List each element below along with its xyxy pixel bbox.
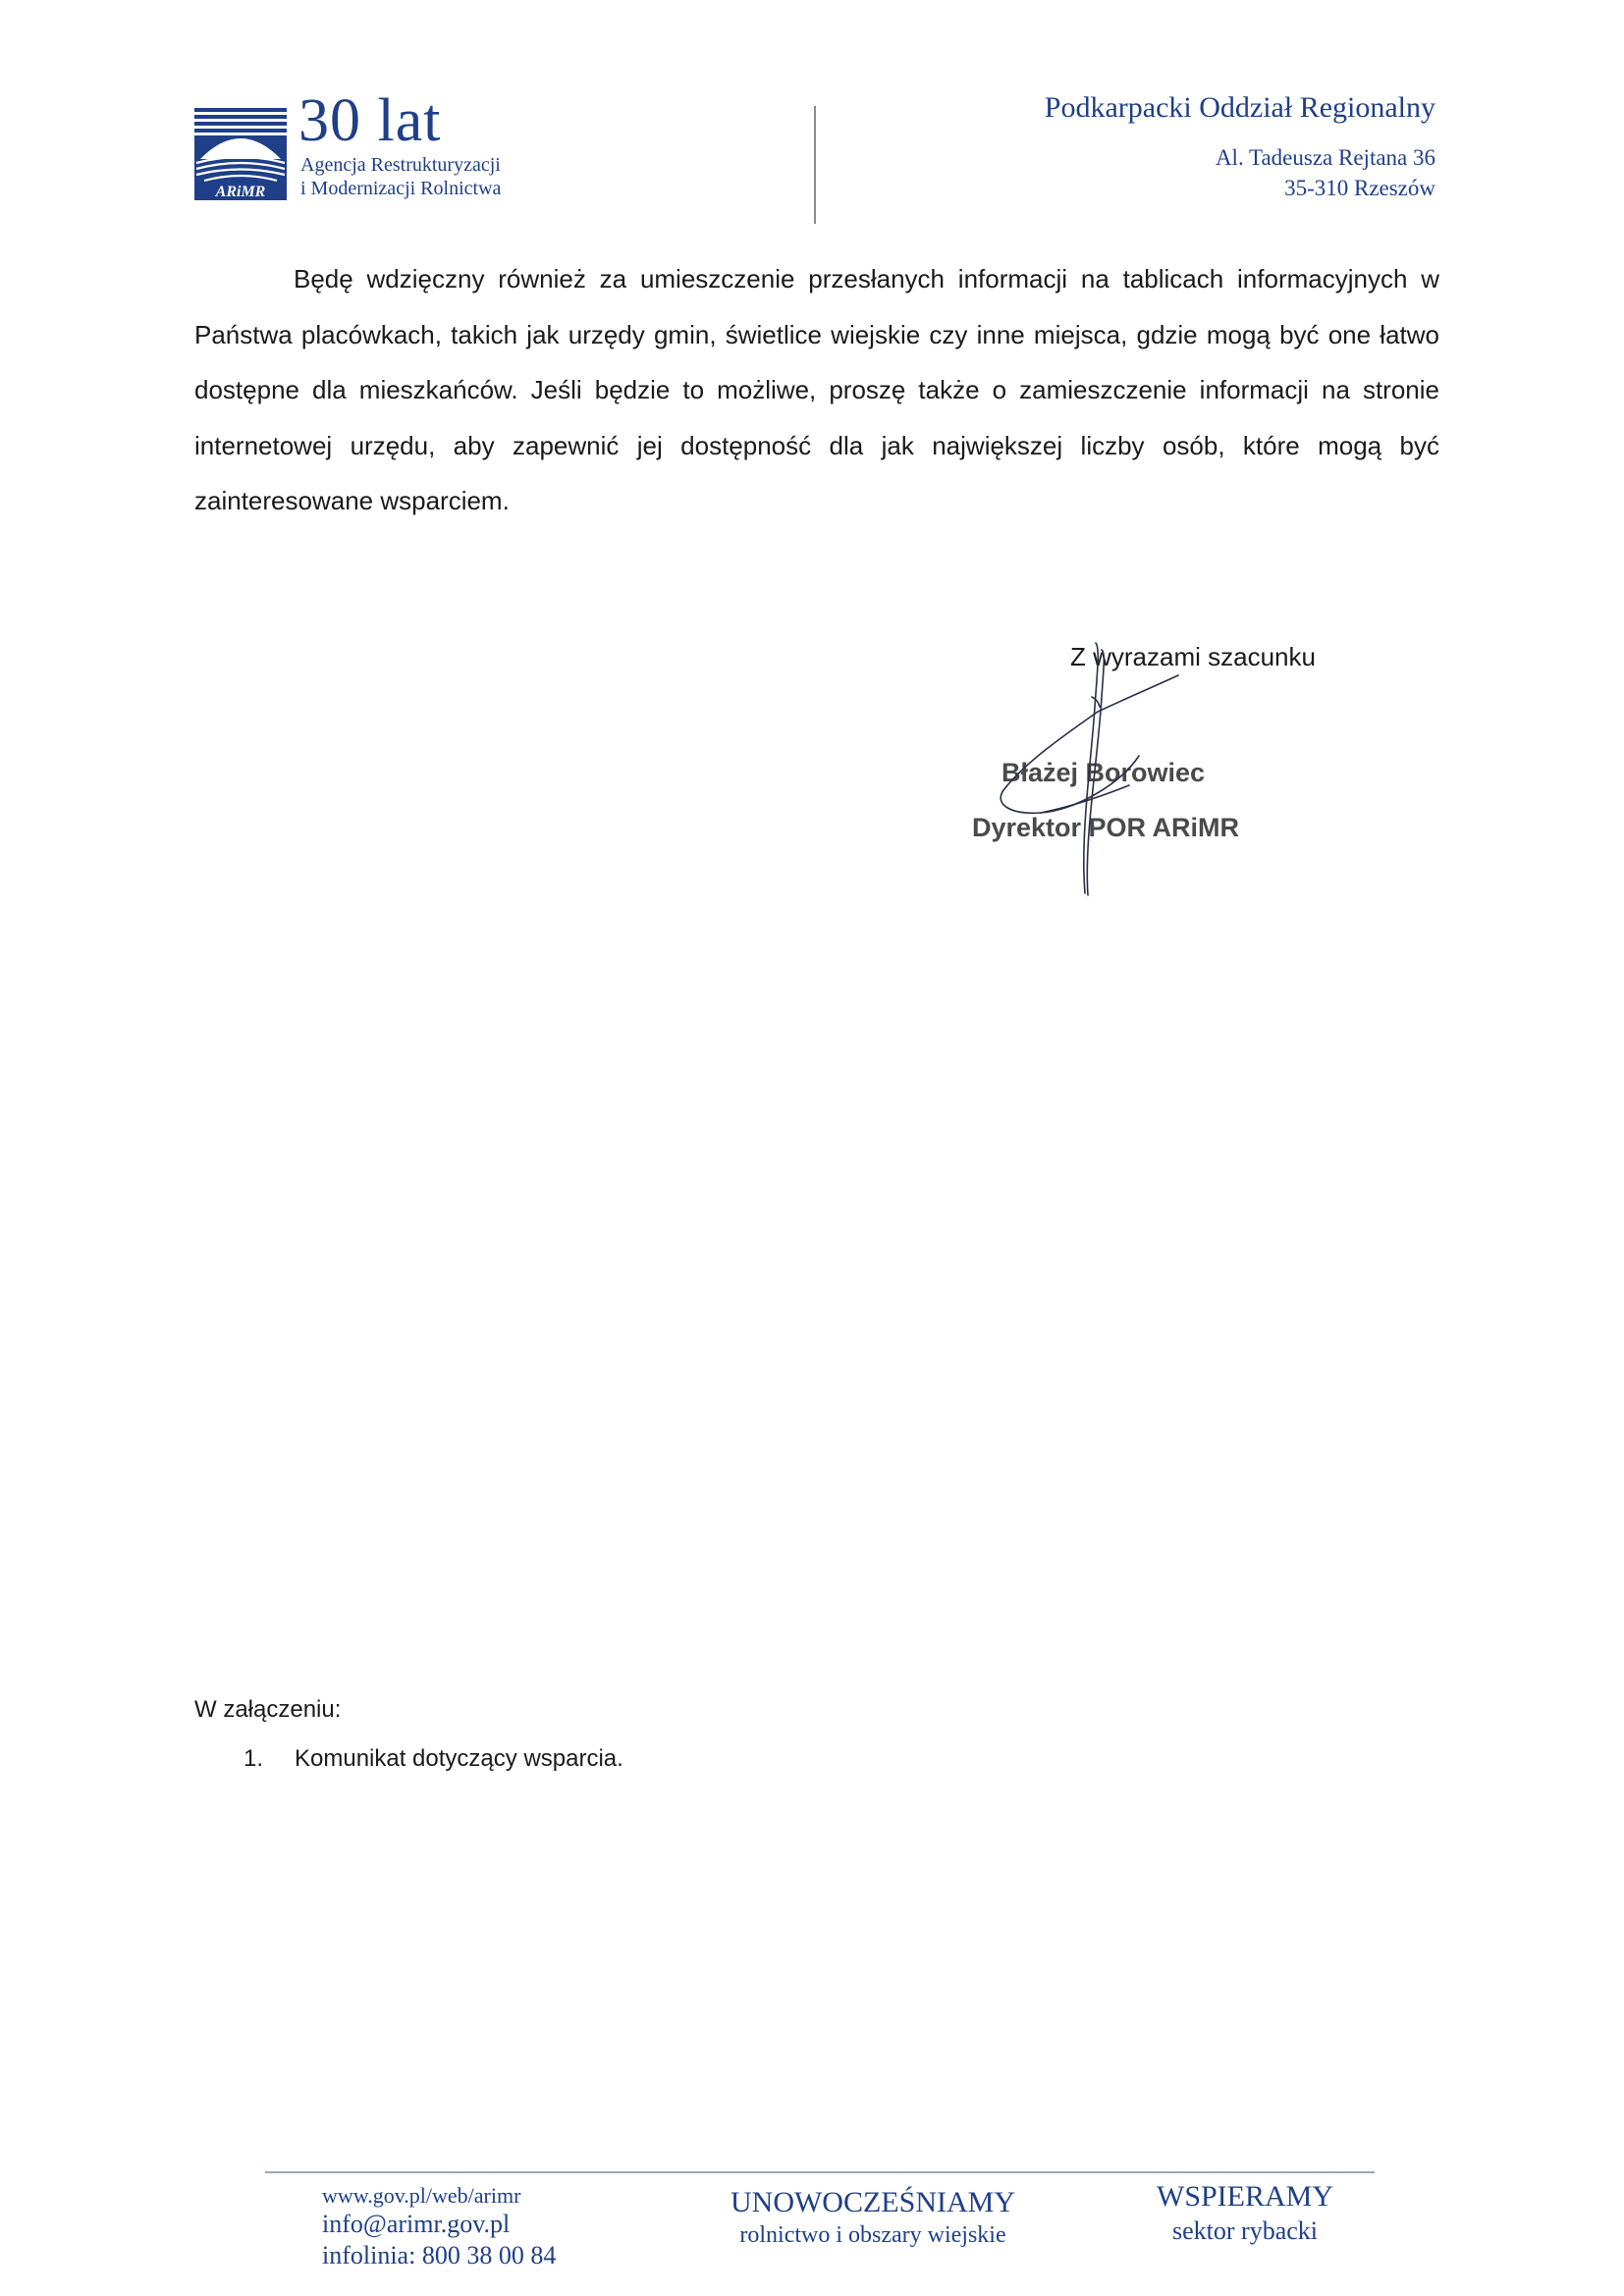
org-name: Podkarpacki Oddział Regionalny — [1044, 91, 1435, 124]
logo-line-1: Agencja Restrukturyzacji — [300, 154, 501, 176]
footer-slogan-modernize — [731, 2185, 1015, 2251]
footer-slogan-support — [1157, 2179, 1333, 2248]
footer-rule — [265, 2171, 1375, 2173]
handwritten-signature-icon — [982, 638, 1188, 903]
arimr-logo — [194, 87, 518, 206]
closing-salutation: Z wyrazami szacunku — [1070, 642, 1316, 671]
footer-hotline: infolinia: 800 38 00 84 — [322, 2240, 557, 2269]
footer-web-link[interactable]: www.gov.pl/web/arimr — [322, 2183, 521, 2208]
attachment-item — [244, 1745, 623, 1773]
footer-slogan-2-sub: sektor rybacki — [1172, 2216, 1319, 2245]
attachment-number: 1. — [244, 1745, 264, 1772]
signer-name: Błażej Borowiec — [1001, 758, 1206, 787]
body-paragraph: Będę wdzięczny również za umieszczenie przesłanych informacji na tablicach informacyjnych w Państwa placówkach, takich jak urzędy gmin, świetlice wiejskie czy inne miejsca, gdzie mogą być one łatwo dostępne dla mieszkańców. Jeśli będzie to możliwe, proszę także o zamieszczenie informacji na stronie internetowej urzędu, aby zapewnić jej dostępność dla jak największej liczby osób, które mogą być zainteresowane wsparciem. — [194, 264, 1439, 515]
address-line-1: Al. Tadeusza Rejtana 36 — [1215, 145, 1435, 170]
address-line-2: 35-310 Rzeszów — [1284, 176, 1435, 201]
attachment-text: Komunikat dotyczący wsparcia. — [295, 1745, 623, 1772]
footer-slogan-2-title: WSPIERAMY — [1157, 2180, 1334, 2213]
letter-body — [194, 251, 1439, 529]
sender-address-block — [1045, 93, 1435, 203]
signer-title: Dyrektor POR ARiMR — [972, 813, 1240, 842]
logo-line-2: i Modernizacji Rolnictwa — [300, 178, 502, 199]
logo-years: 30 lat — [298, 87, 442, 154]
footer-email-link[interactable]: info@arimr.gov.pl — [322, 2210, 511, 2239]
footer-contact — [322, 2183, 556, 2270]
logo-mark-text: ARiMR — [215, 184, 266, 200]
header-divider — [814, 106, 816, 224]
footer-slogan-1-sub: rolnictwo i obszary wiejskie — [739, 2222, 1006, 2248]
footer-slogan-1-title: UNOWOCZEŚNIAMY — [731, 2186, 1015, 2218]
arimr-emblem-icon — [194, 108, 287, 200]
attachments-label: W załączeniu: — [194, 1696, 342, 1723]
